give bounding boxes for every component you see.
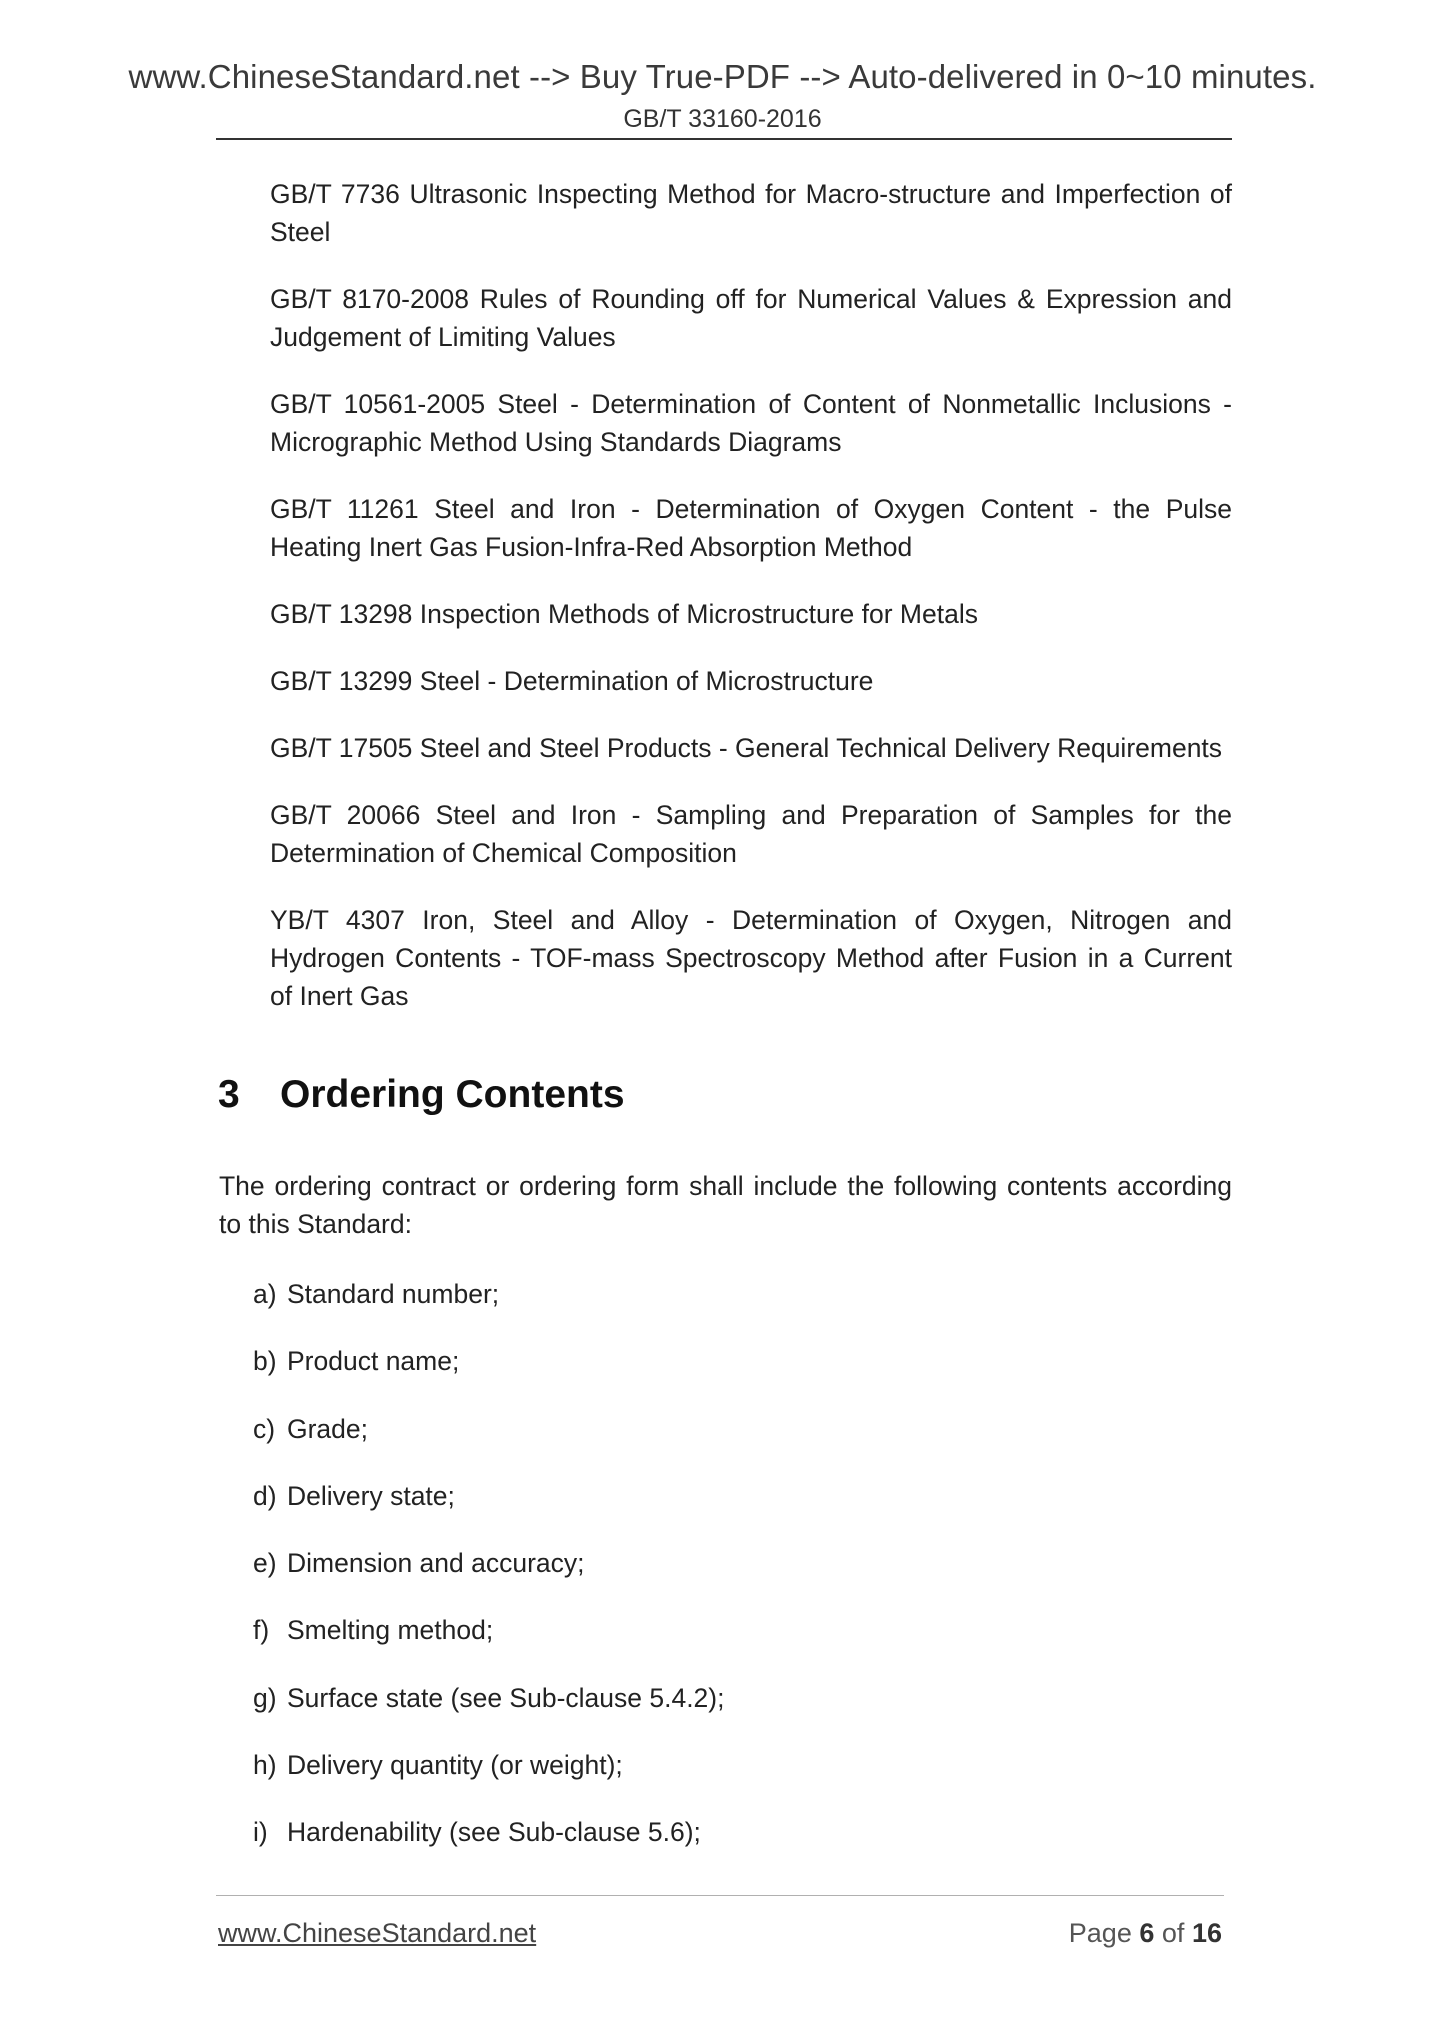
reference-item: GB/T 20066 Steel and Iron - Sampling and Preparation of Samples for the Determination of Chemical Composition — [270, 800, 1232, 868]
list-item-text: Delivery quantity (or weight); — [287, 1750, 623, 1781]
list-item — [253, 1813, 1153, 1880]
document-id: GB/T 33160-2016 — [623, 105, 822, 133]
reference-item: GB/T 17505 Steel and Steel Products - General Technical Delivery Requirements — [270, 733, 1223, 763]
footer-divider — [216, 1895, 1224, 1896]
list-item-label: b) — [253, 1346, 277, 1377]
list-item — [253, 1611, 1153, 1678]
list-item-text: Hardenability (see Sub-clause 5.6); — [287, 1817, 701, 1848]
normative-references-list — [270, 175, 1232, 1044]
header-divider — [216, 138, 1232, 140]
reference-item: GB/T 11261 Steel and Iron - Determination of Oxygen Content - the Pulse Heating Inert Gas Fusion-Infra-Red Absorption Method — [270, 494, 1232, 562]
section-heading — [218, 1073, 625, 1117]
footer-site-link[interactable]: www.ChineseStandard.net — [218, 1918, 537, 1948]
list-item-label: a) — [253, 1279, 277, 1309]
list-item-label: e) — [253, 1548, 277, 1579]
list-item — [253, 1679, 1153, 1746]
reference-item: GB/T 8170-2008 Rules of Rounding off for Numerical Values & Expression and Judgement of Limiting Values — [270, 284, 1232, 352]
list-item-label: c) — [253, 1413, 276, 1444]
list-item-text: Standard number; — [287, 1279, 500, 1309]
page-prefix: Page — [1068, 1918, 1132, 1948]
list-item — [253, 1410, 1153, 1477]
list-item-text: Dimension and accuracy; — [287, 1548, 585, 1579]
ordering-contents-list — [253, 1275, 1153, 1881]
list-item — [253, 1342, 1153, 1409]
list-item — [253, 1477, 1153, 1544]
total-page-number: 16 — [1191, 1918, 1222, 1948]
list-item-text: Grade; — [287, 1413, 369, 1444]
list-item-label: g) — [253, 1682, 277, 1713]
section-intro: The ordering contract or ordering form shall include the following contents according to this Standard: — [219, 1171, 1232, 1239]
site-banner: www.ChineseStandard.net --> Buy True-PDF --> Auto-delivered in 0~10 minutes. — [128, 58, 1317, 95]
list-item — [253, 1544, 1153, 1611]
list-item-text: Smelting method; — [287, 1615, 494, 1646]
section-number: 3 — [218, 1073, 240, 1116]
reference-item: GB/T 10561-2005 Steel - Determination of Content of Nonmetallic Inclusions - Micrographic Method Using Standards Diagrams — [270, 389, 1232, 457]
list-item-label: i) — [253, 1817, 268, 1848]
list-item-label: f) — [253, 1615, 270, 1646]
section-title: Ordering Contents — [280, 1073, 625, 1116]
list-item-text: Product name; — [287, 1346, 460, 1377]
list-item-label: h) — [253, 1750, 277, 1781]
reference-item: GB/T 13299 Steel - Determination of Microstructure — [270, 666, 874, 696]
list-item-label: d) — [253, 1480, 277, 1511]
list-item-text: Surface state (see Sub-clause 5.4.2); — [287, 1682, 725, 1713]
reference-item: YB/T 4307 Iron, Steel and Alloy - Determination of Oxygen, Nitrogen and Hydrogen Contents - TOF-mass Spectroscopy Method after Fusion in a Current of Inert Gas — [270, 905, 1232, 1011]
current-page-number: 6 — [1139, 1918, 1155, 1948]
list-item-text: Delivery state; — [287, 1480, 455, 1511]
list-item — [253, 1275, 1153, 1342]
reference-item: GB/T 13298 Inspection Methods of Microstructure for Metals — [270, 599, 978, 629]
reference-item: GB/T 7736 Ultrasonic Inspecting Method for Macro-structure and Imperfection of Steel — [270, 179, 1232, 247]
page-indicator — [1069, 1918, 1222, 1949]
list-item — [253, 1746, 1153, 1813]
page-of-label: of — [1161, 1918, 1185, 1948]
